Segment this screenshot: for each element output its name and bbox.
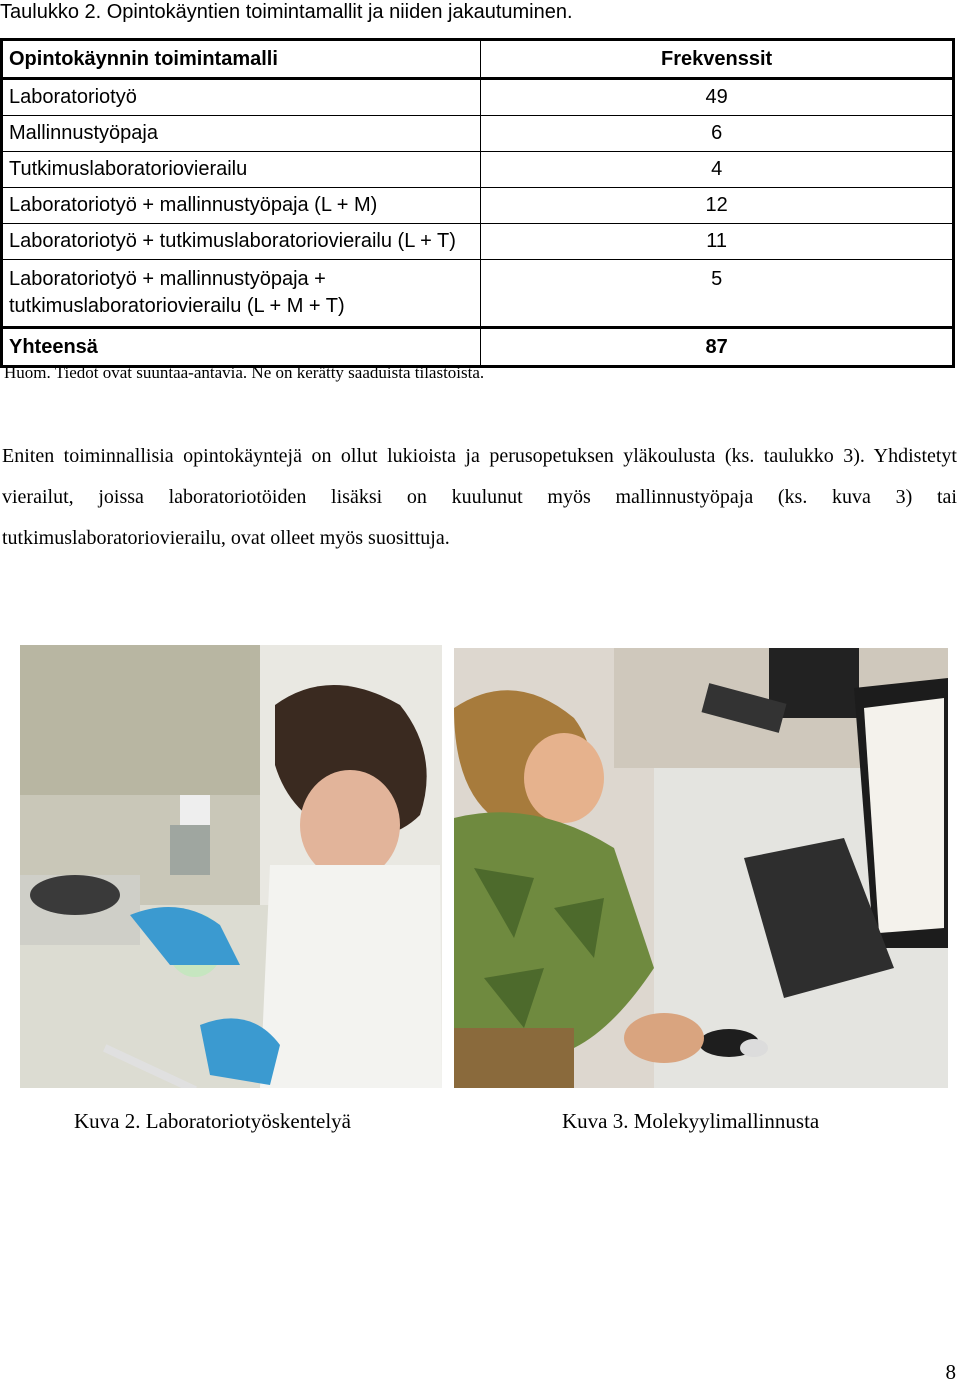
row-value: 4 [481,152,954,188]
row-value: 49 [481,79,954,116]
row-label-line1: Laboratoriotyö + mallinnustyöpaja + [9,268,326,290]
table-header-row [2,40,954,79]
row-value: 5 [481,260,954,328]
table-row [2,260,954,328]
table-note: Huom. Tiedot ovat suuntaa-antavia. Ne on kerätty saaduista tilastoista. [4,363,485,382]
table-caption: Taulukko 2. Opintokäyntien toimintamallit ja niiden jakautuminen. [0,1,573,23]
row-label [2,260,481,328]
page-number: 8 [945,1360,956,1384]
figure-caption-2: Kuva 2. Laboratoriotyöskentelyä [74,1109,351,1133]
row-value: 6 [481,116,954,152]
molecular-modelling-photo [454,648,948,1088]
table-row [2,188,954,224]
table-row [2,152,954,188]
lab-work-photo [20,645,442,1088]
table-total-row [2,328,954,367]
row-label-line2: tutkimuslaboratoriovierailu (L + M + T) [9,295,345,317]
row-value: 12 [481,188,954,224]
row-label: Mallinnustyöpaja [2,116,481,152]
row-label: Laboratoriotyö [2,79,481,116]
frequency-table [0,38,955,368]
total-value: 87 [481,328,954,367]
row-label: Laboratoriotyö + tutkimuslaboratoriovierailu (L + T) [2,224,481,260]
table-row [2,116,954,152]
row-value: 11 [481,224,954,260]
figure-caption-3: Kuva 3. Molekyylimallinnusta [562,1109,820,1133]
header-model: Opintokäynnin toimintamalli [2,40,481,79]
table-row [2,79,954,116]
body-paragraph: Eniten toiminnallisia opintokäyntejä on ollut lukioista ja perusopetuksen yläkoulusta (ks. taulukko 3). Yhdistetyt vierailut, joissa laboratoriotöiden lisäksi on kuulunut myös mallinnustyöpaja (ks. kuva 3) tai tutkimuslaboratoriovierailu, ovat olleet myös suosittuja. [2,445,957,549]
table-row [2,224,954,260]
row-label: Tutkimuslaboratoriovierailu [2,152,481,188]
header-frequency: Frekvenssit [481,40,954,79]
row-label: Laboratoriotyö + mallinnustyöpaja (L + M) [2,188,481,224]
total-label: Yhteensä [2,328,481,367]
